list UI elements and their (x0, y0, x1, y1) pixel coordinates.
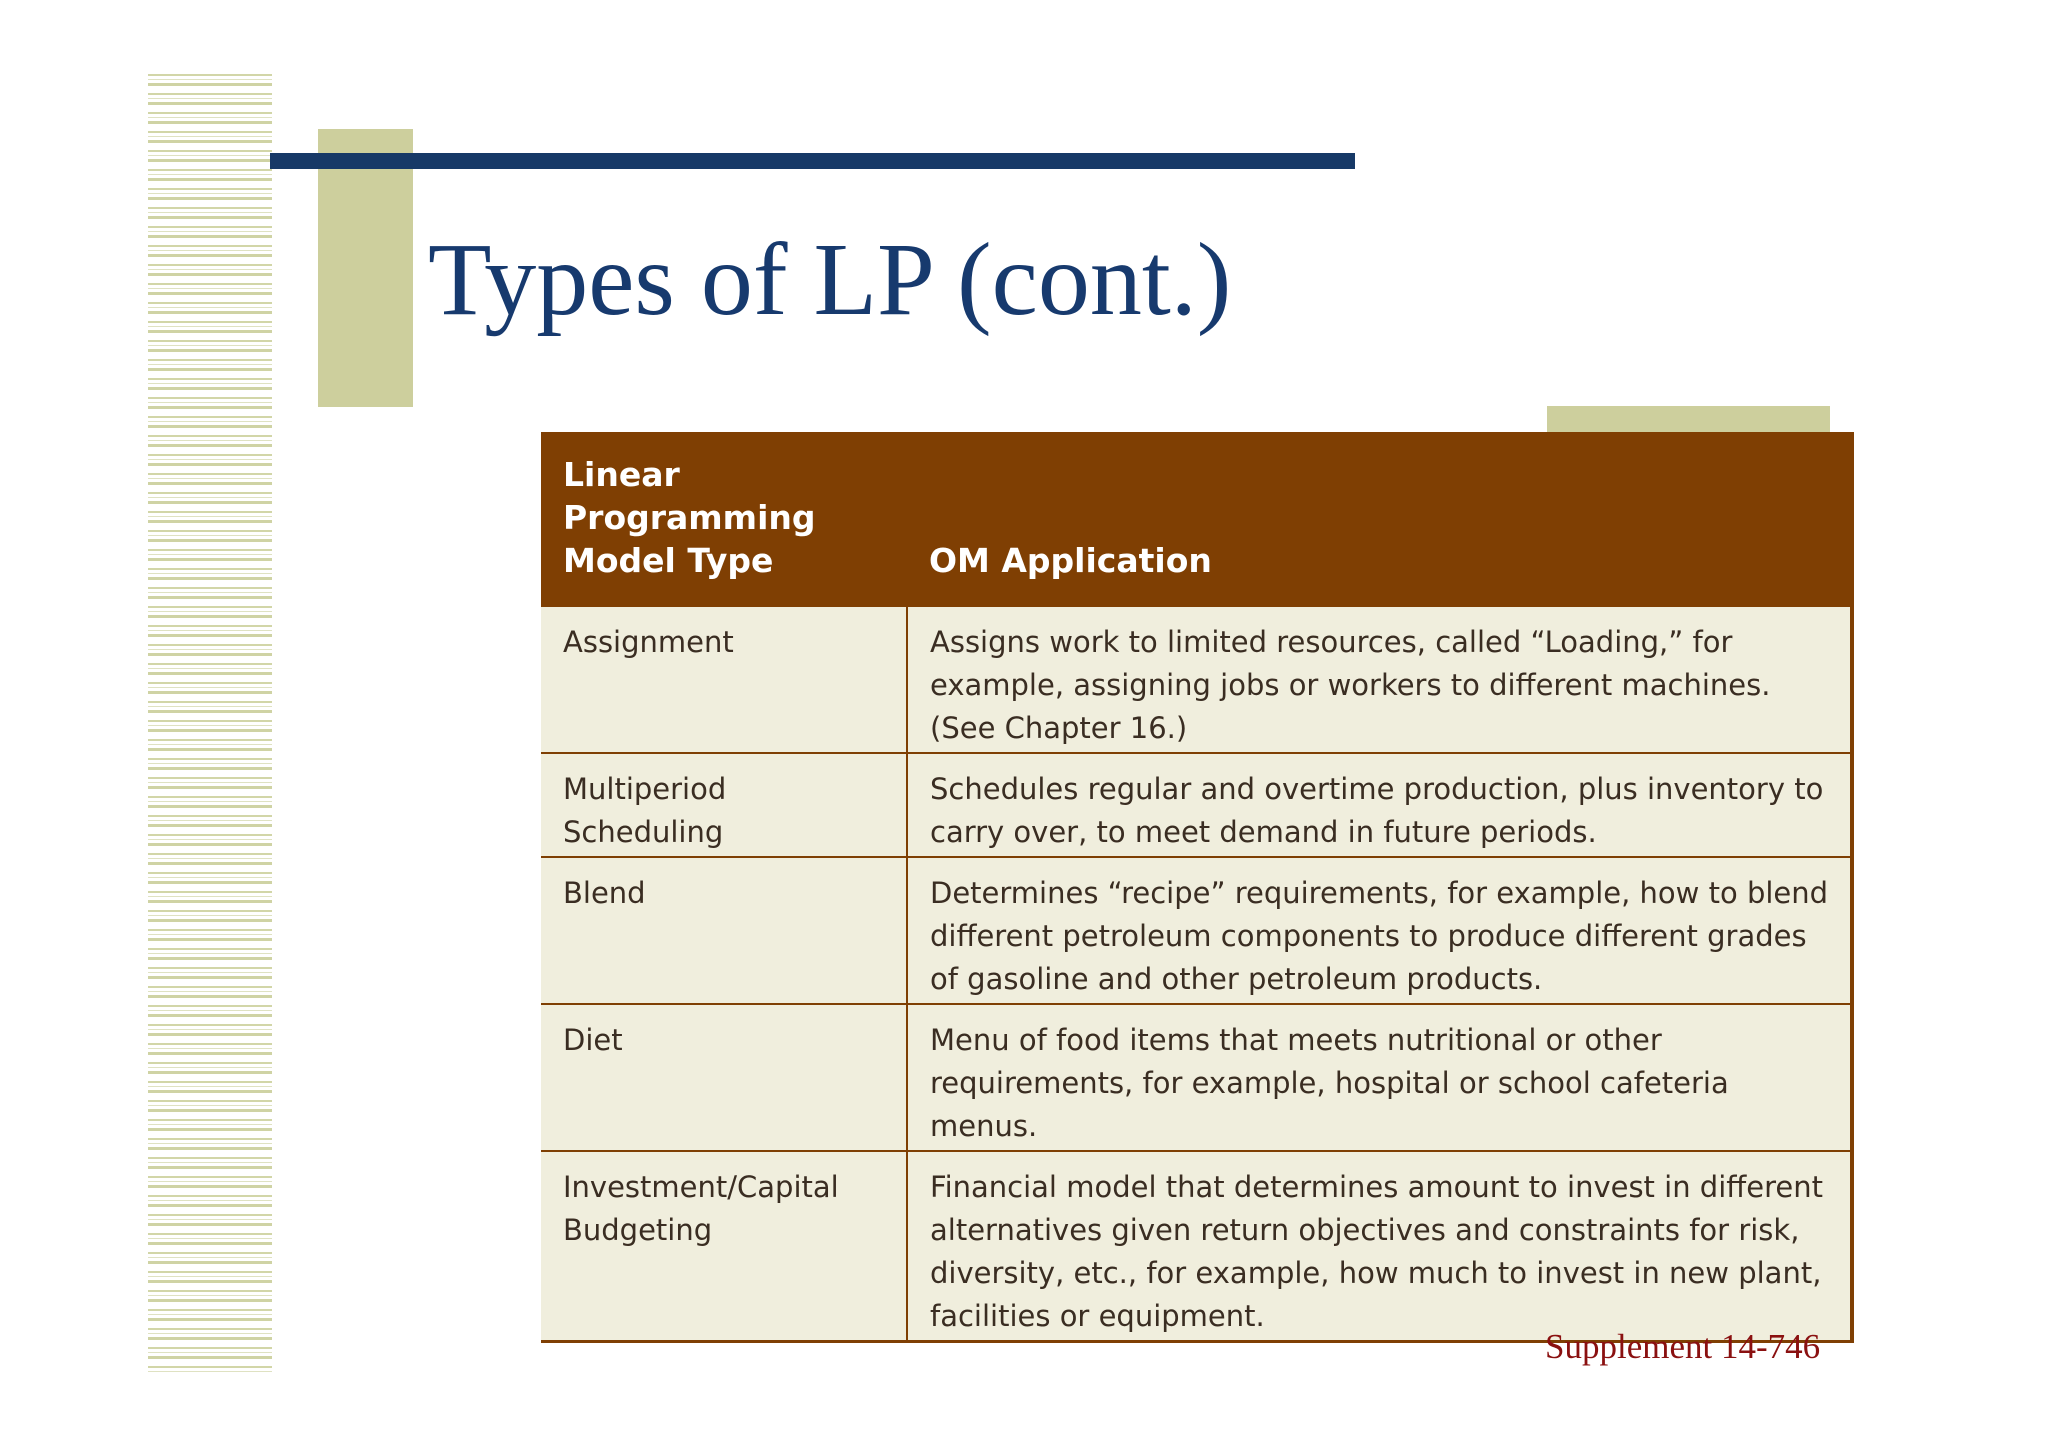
cell-om-application: Financial model that determines amount to invest in different alternatives given return objectives and constraints for risk, diversity, etc., for example, how much to invest in new plant, facilities or equipment. (907, 1151, 1854, 1342)
cell-model-type: Diet (541, 1004, 907, 1151)
header-model-type: Linear Programming Model Type (541, 432, 907, 605)
cell-om-application: Assigns work to limited resources, called “Loading,” for example, assigning jobs or workers to different machines. (See Chapter 16.) (907, 605, 1854, 753)
table-row (541, 753, 1854, 857)
title-accent-block (318, 129, 413, 407)
cell-om-application: Menu of food items that meets nutritional or other requirements, for example, hospital or school cafeteria menus. (907, 1004, 1854, 1151)
table-row (541, 1151, 1854, 1342)
table-right-border (1850, 432, 1854, 1343)
cell-model-type: Blend (541, 857, 907, 1004)
lp-types-table-container (541, 432, 1854, 1343)
decorative-stripes (148, 74, 272, 1372)
table-row (541, 857, 1854, 1004)
table-row (541, 605, 1854, 753)
cell-model-type: Investment/Capital Budgeting (541, 1151, 907, 1342)
cell-model-type: Assignment (541, 605, 907, 753)
cell-model-type: Multiperiod Scheduling (541, 753, 907, 857)
table-row (541, 1004, 1854, 1151)
title-rule (270, 153, 1355, 169)
header-om-application: OM Application (907, 432, 1854, 605)
cell-om-application: Determines “recipe” requirements, for example, how to blend different petroleum components to produce different grades of gasoline and other petroleum products. (907, 857, 1854, 1004)
slide-title: Types of LP (cont.) (428, 222, 1232, 337)
slide-footer: Supplement 14-746 (1545, 1327, 1821, 1366)
table-accent-block (1547, 406, 1830, 434)
table-header-row (541, 432, 1854, 605)
cell-om-application: Schedules regular and overtime production, plus inventory to carry over, to meet demand in future periods. (907, 753, 1854, 857)
lp-types-table (541, 432, 1854, 1343)
